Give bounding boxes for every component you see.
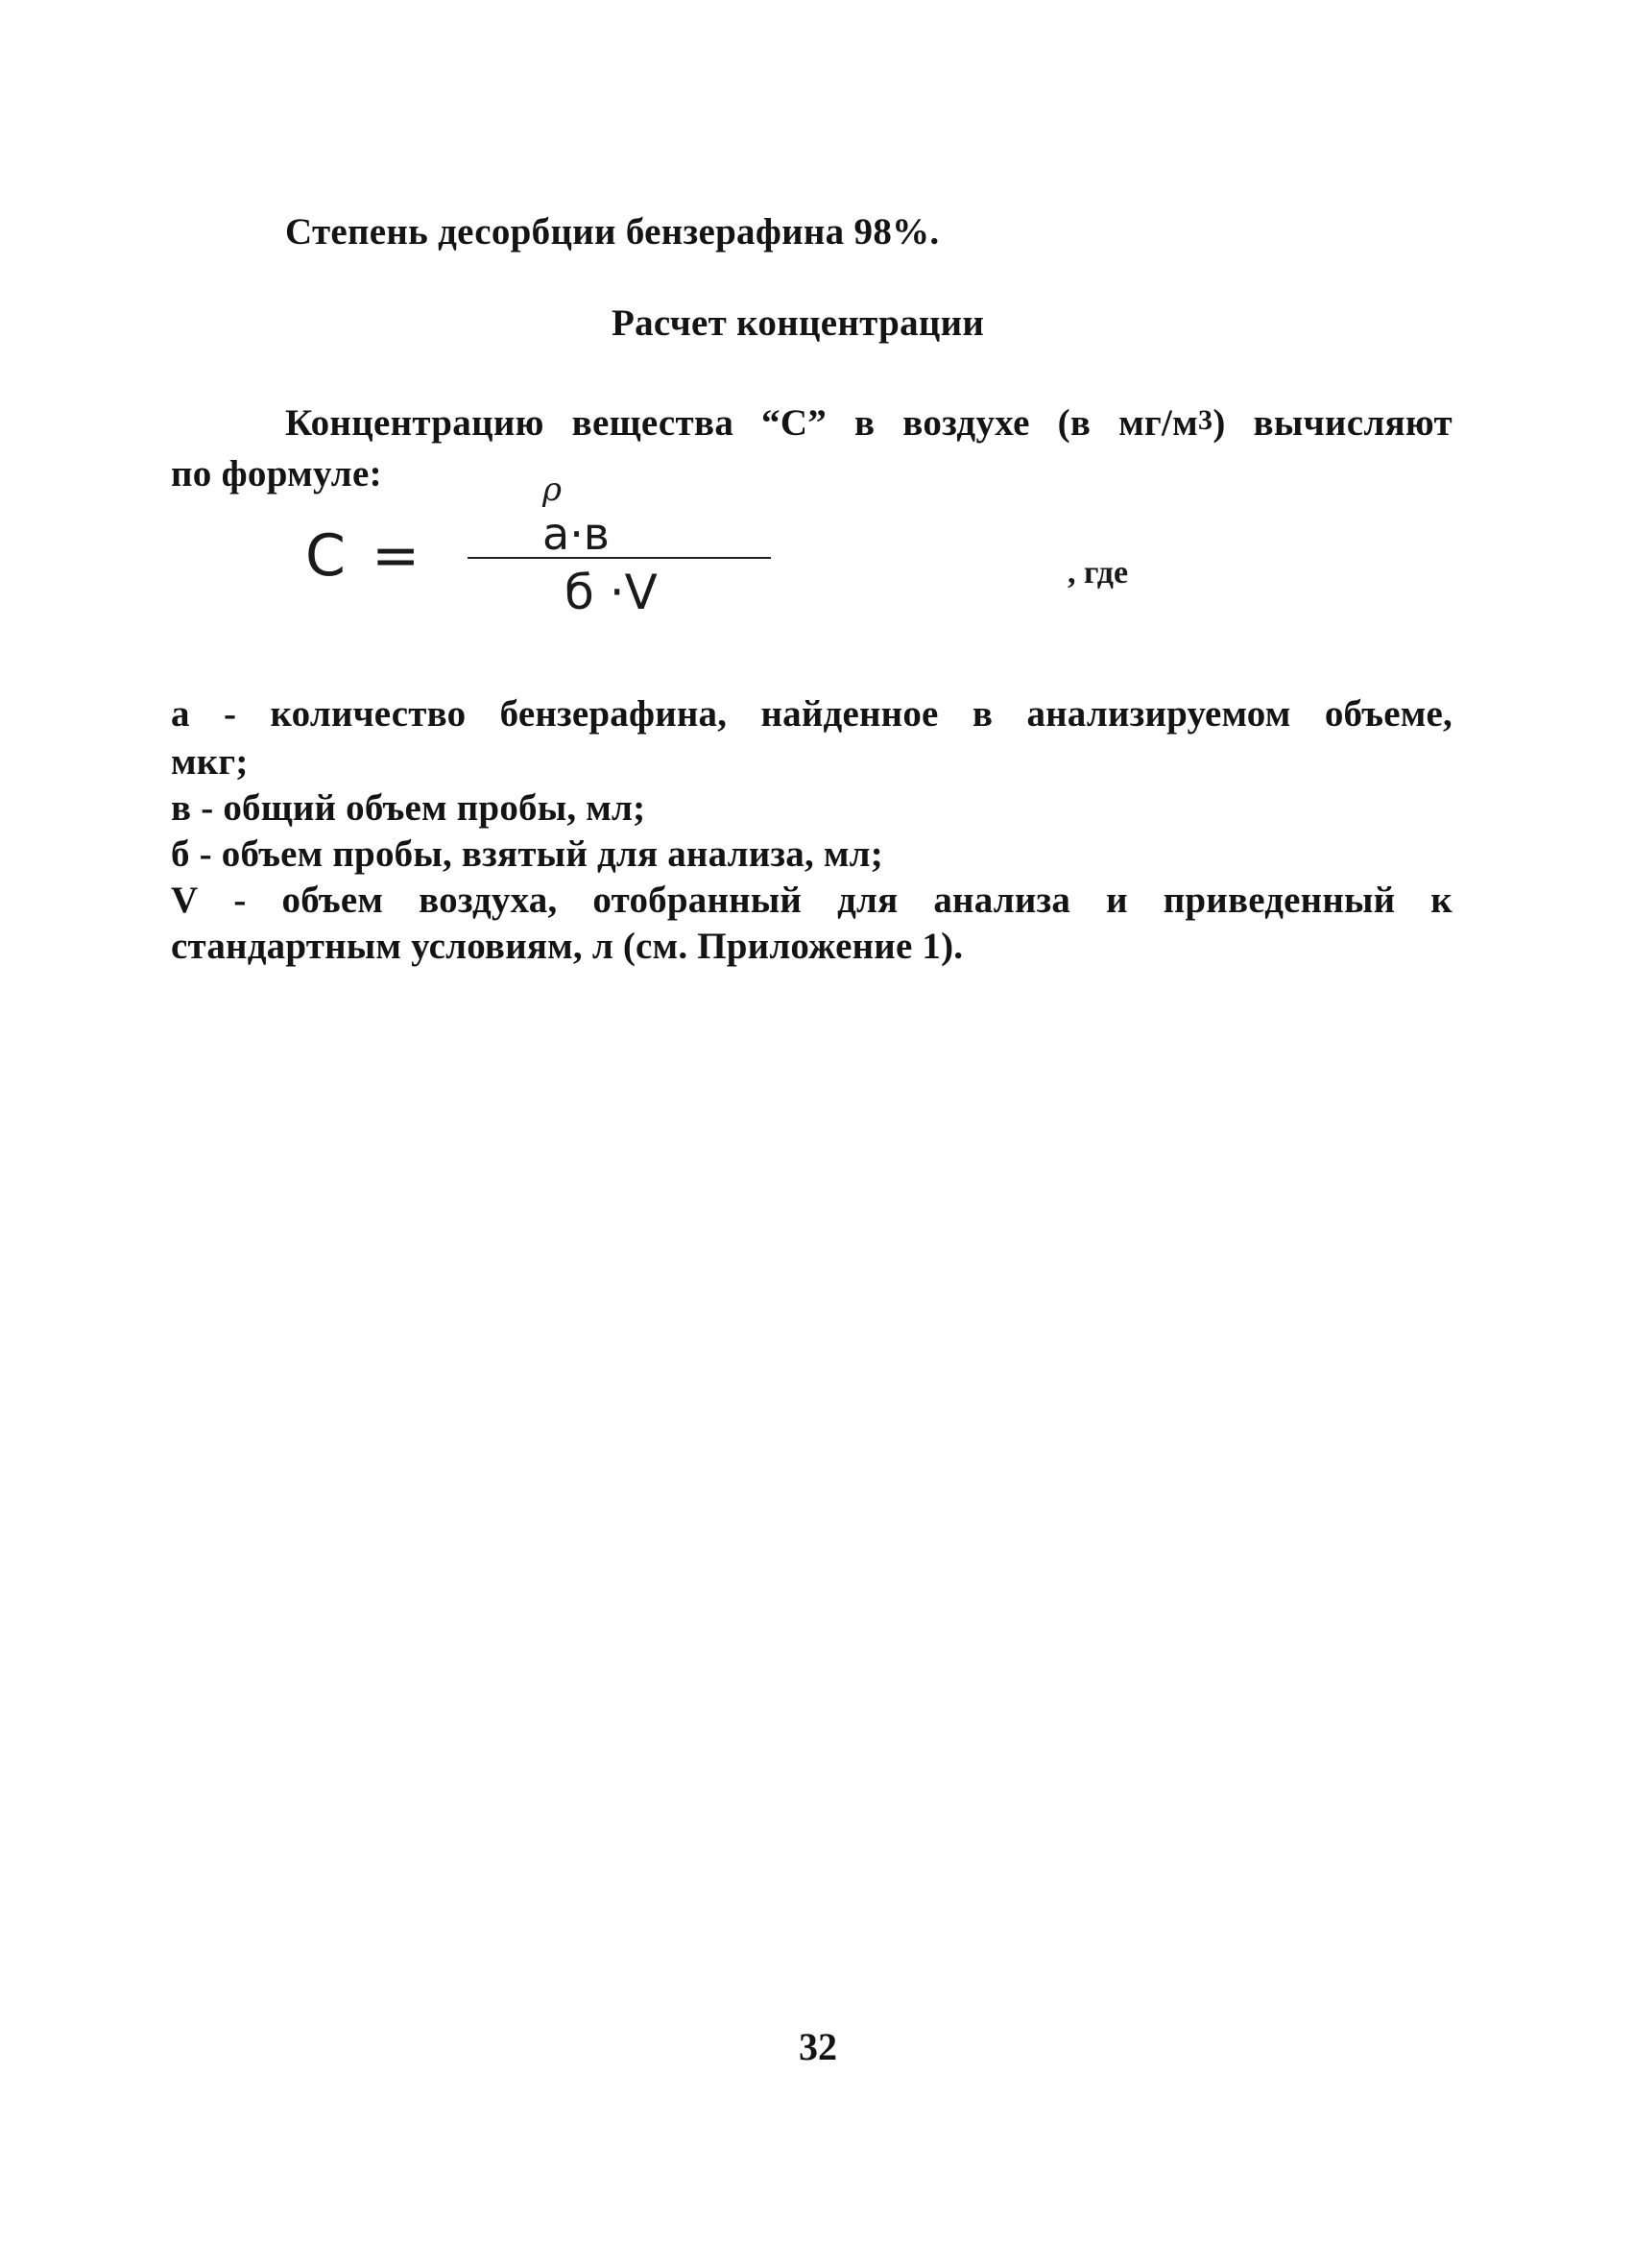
unit-superscript: 3 xyxy=(1198,404,1213,436)
intro-word: в xyxy=(854,402,876,444)
formula-fraction-bar xyxy=(468,557,771,559)
definition-v: в - общий объем пробы, мл; xyxy=(171,787,646,829)
formula-density-symbol: ρ xyxy=(542,470,562,509)
def-word: объеме, xyxy=(1324,693,1453,735)
intro-paragraph-line2: по формуле: xyxy=(171,453,382,495)
def-word: анализируемом xyxy=(1026,693,1291,735)
formula-numerator: а·в xyxy=(542,508,610,560)
def-word: бензерафина, xyxy=(499,693,728,735)
unit-close-paren: ) xyxy=(1213,402,1226,444)
formula-denominator: б ·V xyxy=(564,565,658,620)
def-word: и xyxy=(1106,880,1128,921)
def-word: в xyxy=(972,693,994,735)
def-word: - xyxy=(224,693,237,735)
unit-text: мг/м xyxy=(1118,402,1199,444)
def-word: анализа xyxy=(933,880,1071,921)
page-number: 32 xyxy=(799,2025,837,2068)
intro-word: Концентрацию xyxy=(285,402,544,444)
definition-V-line1 xyxy=(171,878,1453,924)
intro-word: воздухе xyxy=(902,402,1030,444)
definition-V-line2: стандартным условиям, л (см. Приложение 1). xyxy=(171,926,964,967)
def-word: для xyxy=(837,880,899,921)
section-title: Расчет концентрации xyxy=(612,302,985,344)
intro-word: (в xyxy=(1057,402,1092,444)
intro-word: “С” xyxy=(761,402,828,444)
def-word: приведенный xyxy=(1163,880,1396,921)
desorption-degree-text: Степень десорбции бензерафина 98%. xyxy=(285,211,940,253)
definition-b: б - объем пробы, взятый для анализа, мл; xyxy=(171,833,883,875)
def-word: - xyxy=(233,880,247,921)
def-word: воздуха, xyxy=(419,880,558,921)
intro-word: вещества xyxy=(571,402,734,444)
def-word: а xyxy=(171,693,190,735)
definition-a-line2: мкг; xyxy=(171,741,249,783)
formula-lhs: С = xyxy=(305,522,424,590)
def-word: V xyxy=(171,880,199,921)
unit-group xyxy=(1118,400,1226,446)
def-word: отобранный xyxy=(592,880,803,921)
intro-paragraph-line1 xyxy=(285,400,1453,446)
def-word: найденное xyxy=(760,693,939,735)
definition-a-line1 xyxy=(171,691,1453,737)
def-word: к xyxy=(1430,880,1453,921)
def-word: количество xyxy=(270,693,467,735)
formula-where-label: , где xyxy=(1068,555,1129,591)
def-word: объем xyxy=(281,880,384,921)
intro-word: вычисляют xyxy=(1253,402,1453,444)
